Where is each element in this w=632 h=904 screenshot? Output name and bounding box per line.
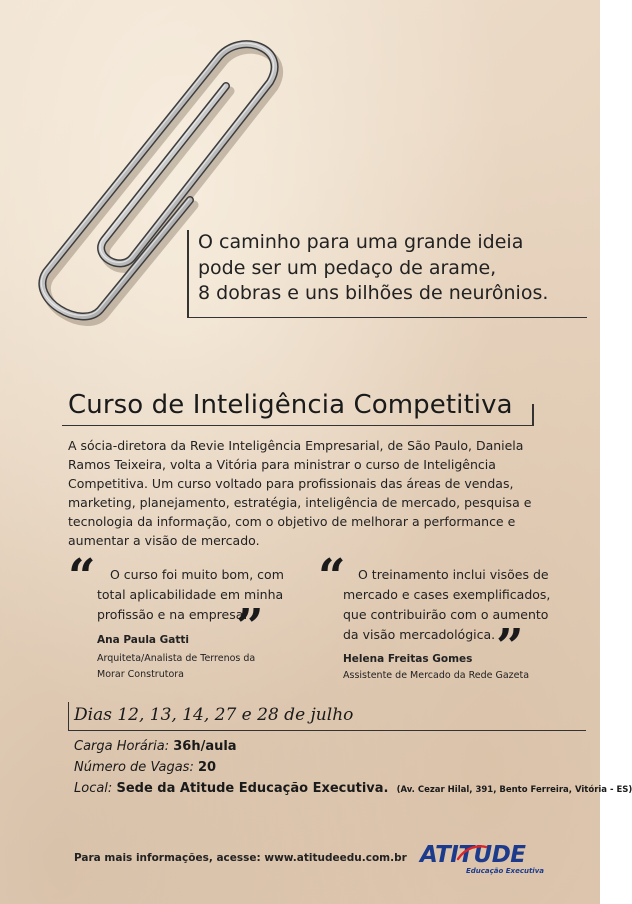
seats-value: 20 bbox=[197, 760, 217, 775]
testimonial-line: O curso foi muito bom, com bbox=[110, 567, 284, 582]
testimonial-role: Morar Construtora bbox=[97, 669, 184, 680]
testimonial-role: Arquiteta/Analista de Terrenos da bbox=[97, 653, 256, 664]
logo-tagline: Educação Executiva bbox=[466, 867, 544, 875]
course-title: Curso de Inteligência Competitiva bbox=[68, 390, 513, 420]
headline-divider-vertical bbox=[187, 230, 189, 318]
workload-row bbox=[74, 739, 237, 754]
atitude-logo bbox=[420, 842, 544, 877]
location-row bbox=[74, 781, 632, 796]
open-quote-icon: “ bbox=[68, 549, 96, 605]
dates-divider-vertical bbox=[68, 702, 69, 731]
location-address: (Av. Cezar Hilal, 391, Bento Ferreira, Vitória - ES) bbox=[396, 785, 632, 795]
open-quote-icon: “ bbox=[318, 549, 346, 605]
seats-label: Número de Vagas: bbox=[74, 760, 194, 775]
dates-divider-horizontal bbox=[68, 730, 586, 731]
title-divider-horizontal bbox=[62, 425, 534, 426]
course-description: A sócia-diretora da Revie Inteligência Empresarial, de São Paulo, Daniela Ramos Teixeira, volta a Vitória para ministrar o curso de Inteligência Competitiva. Um curso voltado para profissionais das áreas de vendas, marketing, planejamento, estratégia, inteligência de mercado, pesquisa e tecnologia da informação, com o objetivo de melhorar a performance e aumentar a visão de mercado. bbox=[68, 438, 532, 548]
course-dates: Dias 12, 13, 14, 27 e 28 de julho bbox=[74, 705, 354, 725]
workload-value: 36h/aula bbox=[173, 739, 237, 754]
testimonial-author: Ana Paula Gatti bbox=[97, 634, 189, 646]
location-value: Sede da Atitude Educação Executiva. bbox=[116, 781, 389, 796]
testimonial-line: total aplicabilidade em minha bbox=[97, 587, 284, 602]
headline-quote bbox=[198, 230, 588, 307]
testimonial-line: profissão e na empresa. bbox=[97, 607, 248, 622]
headline-line: pode ser um pedaço de arame, bbox=[198, 256, 497, 279]
workload-label: Carga Horária: bbox=[74, 739, 170, 754]
headline-divider-horizontal bbox=[187, 317, 587, 318]
headline-line: O caminho para uma grande ideia bbox=[198, 231, 524, 253]
testimonial-line: que contribuirão com o aumento bbox=[343, 607, 549, 622]
close-quote-icon: ” bbox=[496, 619, 524, 675]
title-divider-vertical bbox=[532, 404, 534, 426]
testimonial-author: Helena Freitas Gomes bbox=[343, 653, 473, 665]
testimonial-role: Assistente de Mercado da Rede Gazeta bbox=[343, 670, 530, 681]
testimonial-line: mercado e cases exemplificados, bbox=[343, 587, 551, 602]
contact-info: Para mais informações, acesse: www.atitudeedu.com.br bbox=[74, 852, 407, 864]
testimonial-line: da visão mercadológica. bbox=[343, 627, 496, 642]
seats-row bbox=[74, 760, 216, 775]
close-quote-icon: ” bbox=[236, 599, 264, 655]
headline-line: 8 dobras e uns bilhões de neurônios. bbox=[198, 282, 549, 304]
testimonial-line: O treinamento inclui visões de bbox=[358, 567, 549, 582]
logo-wordmark: ATITUDE bbox=[420, 842, 526, 868]
location-label: Local: bbox=[74, 781, 113, 796]
